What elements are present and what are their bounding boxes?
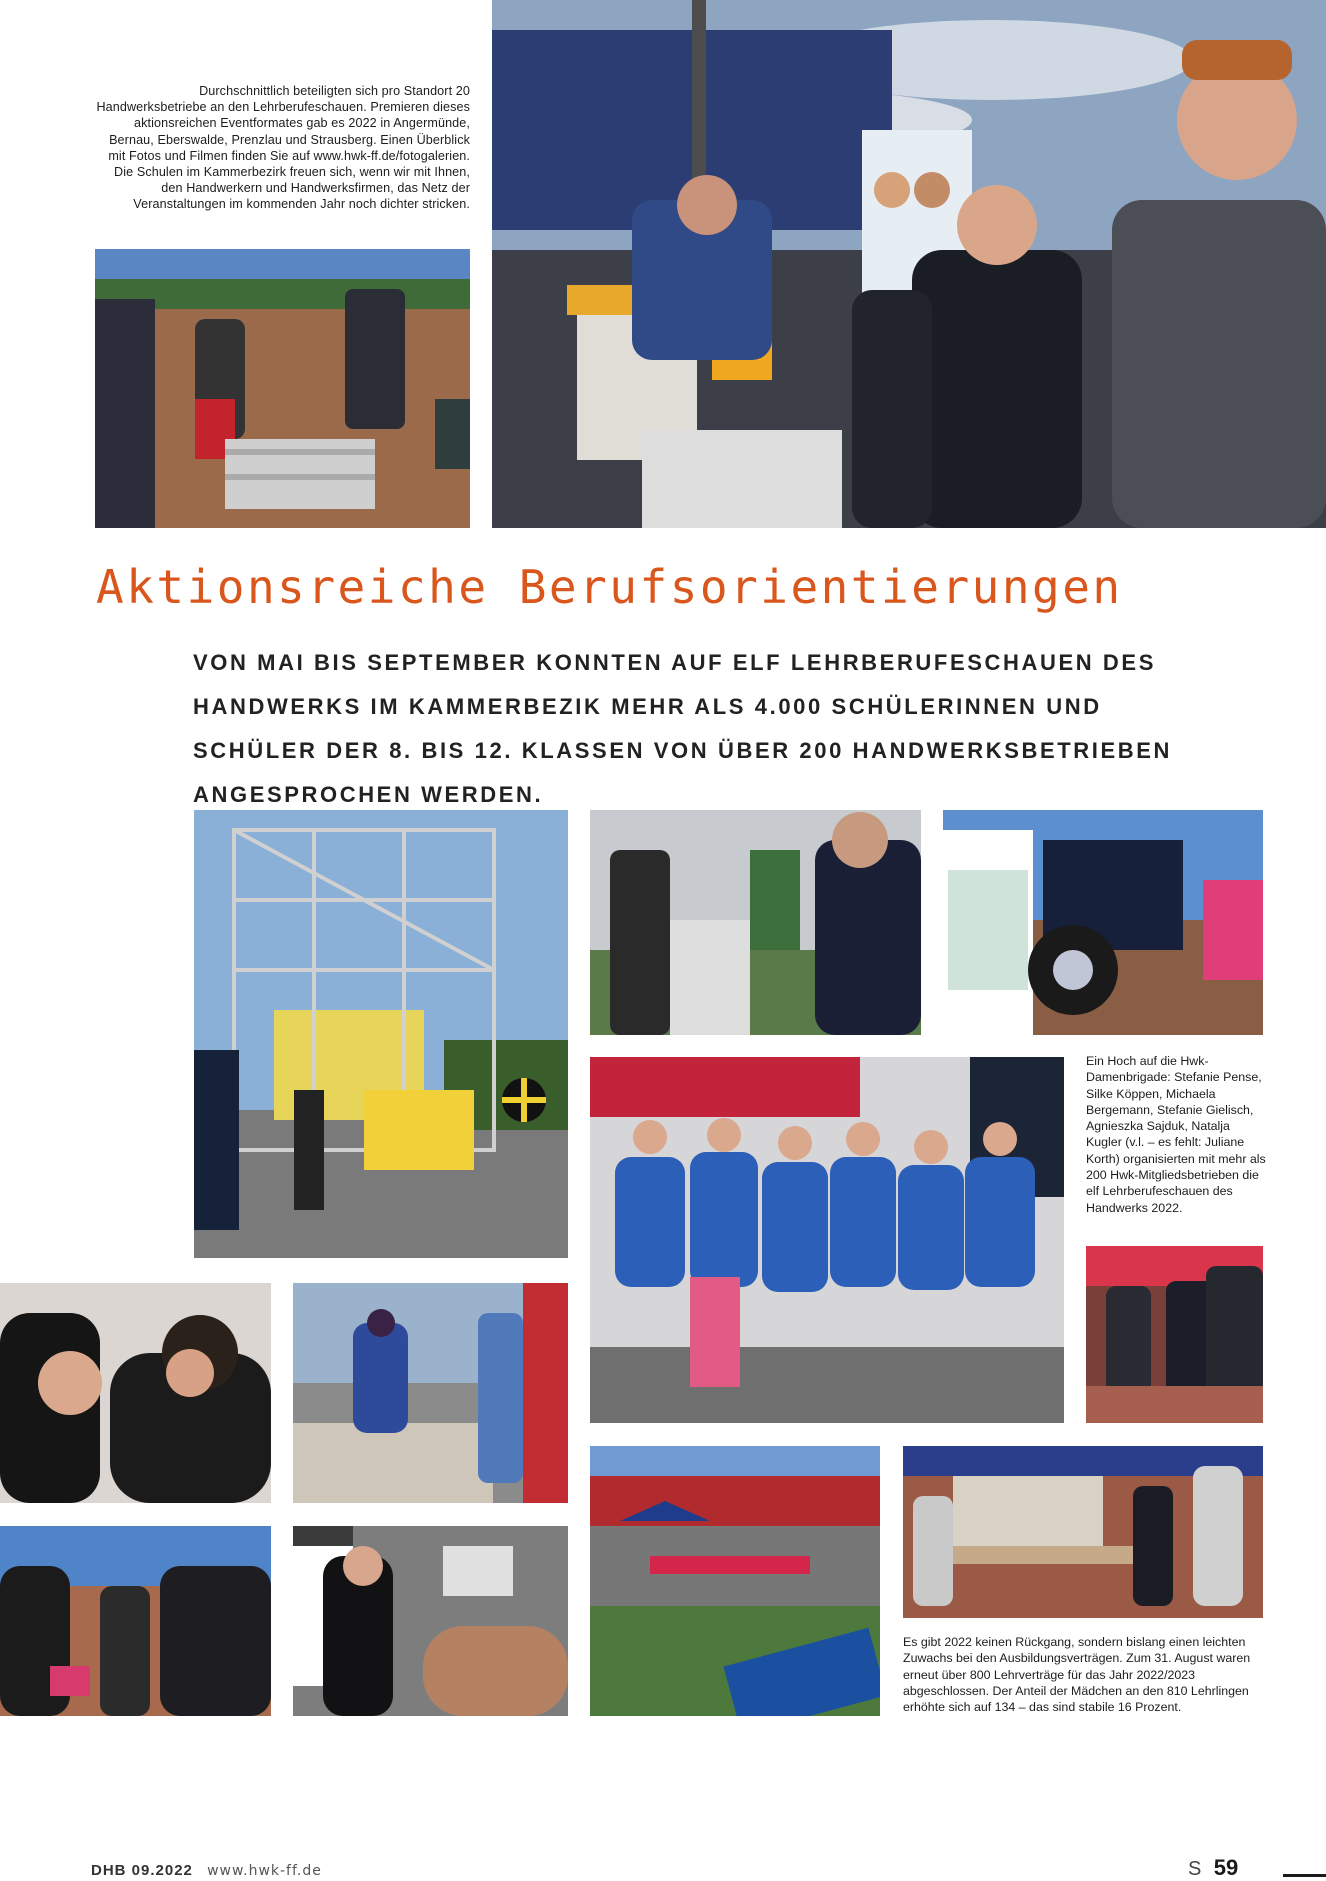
- photo-exhibitor-tent: [903, 1446, 1263, 1618]
- page-number-block: [1188, 1855, 1238, 1881]
- photo-bricklaying: [95, 249, 470, 528]
- photo-scaffolding: [194, 810, 568, 1258]
- page-number: 59: [1213, 1855, 1239, 1880]
- photo-tractor: [943, 810, 1263, 1035]
- page-prefix: S: [1188, 1858, 1202, 1880]
- stats-caption: Es gibt 2022 keinen Rückgang, sondern bislang einen leichten Zuwachs bei den Ausbildungsverträgen. Zum 31. August waren erneut über 800 Lehrverträge für das Jahr 2022/2023 abgeschlossen. Der Anteil der Mädchen an den 810 Lehrlingen erhöhte sich auf 134 – das sind stabile 16 Prozent.: [903, 1635, 1251, 1715]
- team-caption: Ein Hoch auf die Hwk-Damenbrigade: Stefanie Pense, Silke Köppen, Michaela Bergemann, Stefanie Gielisch, Agnieszka Sajduk, Natalja Kugler (v.l. – es fehlt: Juliane Korth) organisierten mit mehr als 200 Hwk-Mitgliedsbetrieben die elf Lehrberufeschauen des Handwerks 2022.: [1086, 1054, 1266, 1215]
- photo-workshop-stand: [590, 810, 921, 1035]
- footer-publication: [91, 1862, 322, 1879]
- photo-stadium: [590, 1446, 880, 1716]
- lead-paragraph: VON MAI BIS SEPTEMBER KONNTEN AUF ELF LEHRBERUFESCHAUEN DES HANDWERKS IM KAMMERBEZIK MEHR ALS 4.000 SCHÜLERINNEN UND SCHÜLER DER 8. BIS 12. KLASSEN VON ÜBER 200 HANDWERKSBETRIEBEN ANGESPROCHEN WERDEN.: [193, 650, 1173, 807]
- photo-electrical-demo: [492, 0, 1326, 528]
- photo-stama-stand: [293, 1526, 568, 1716]
- photo-outdoor-students: [0, 1526, 271, 1716]
- photo-makeup: [0, 1283, 271, 1503]
- footer-url[interactable]: www.hwk-ff.de: [207, 1863, 322, 1879]
- intro-paragraph: Durchschnittlich beteiligten sich pro Standort 20 Handwerksbetriebe an den Lehrberufeschauen. Premieren dieses aktionsreichen Eventformates gab es 2022 in Angermünde, Bernau, Eberswalde, Prenzlau und Strausberg. Einen Überblick mit Fotos und Filmen finden Sie auf www.hwk-ff.de/fotogalerien. Die Schulen im Kammerbezirk freuen sich, wenn wir mit Ihnen, den Handwerkern und Handwerksfirmen, das Netz der Veranstaltungen im kommenden Jahr noch dichter stricken.: [96, 84, 470, 212]
- photo-students-handcraft: [1086, 1246, 1263, 1423]
- headline: Aktionsreiche Berufsorientierungen: [96, 560, 1123, 614]
- magazine-issue: DHB 09.2022: [91, 1862, 193, 1879]
- photo-tiling: [293, 1283, 568, 1503]
- photo-team: [590, 1057, 1064, 1423]
- footer-rule: [1283, 1874, 1326, 1877]
